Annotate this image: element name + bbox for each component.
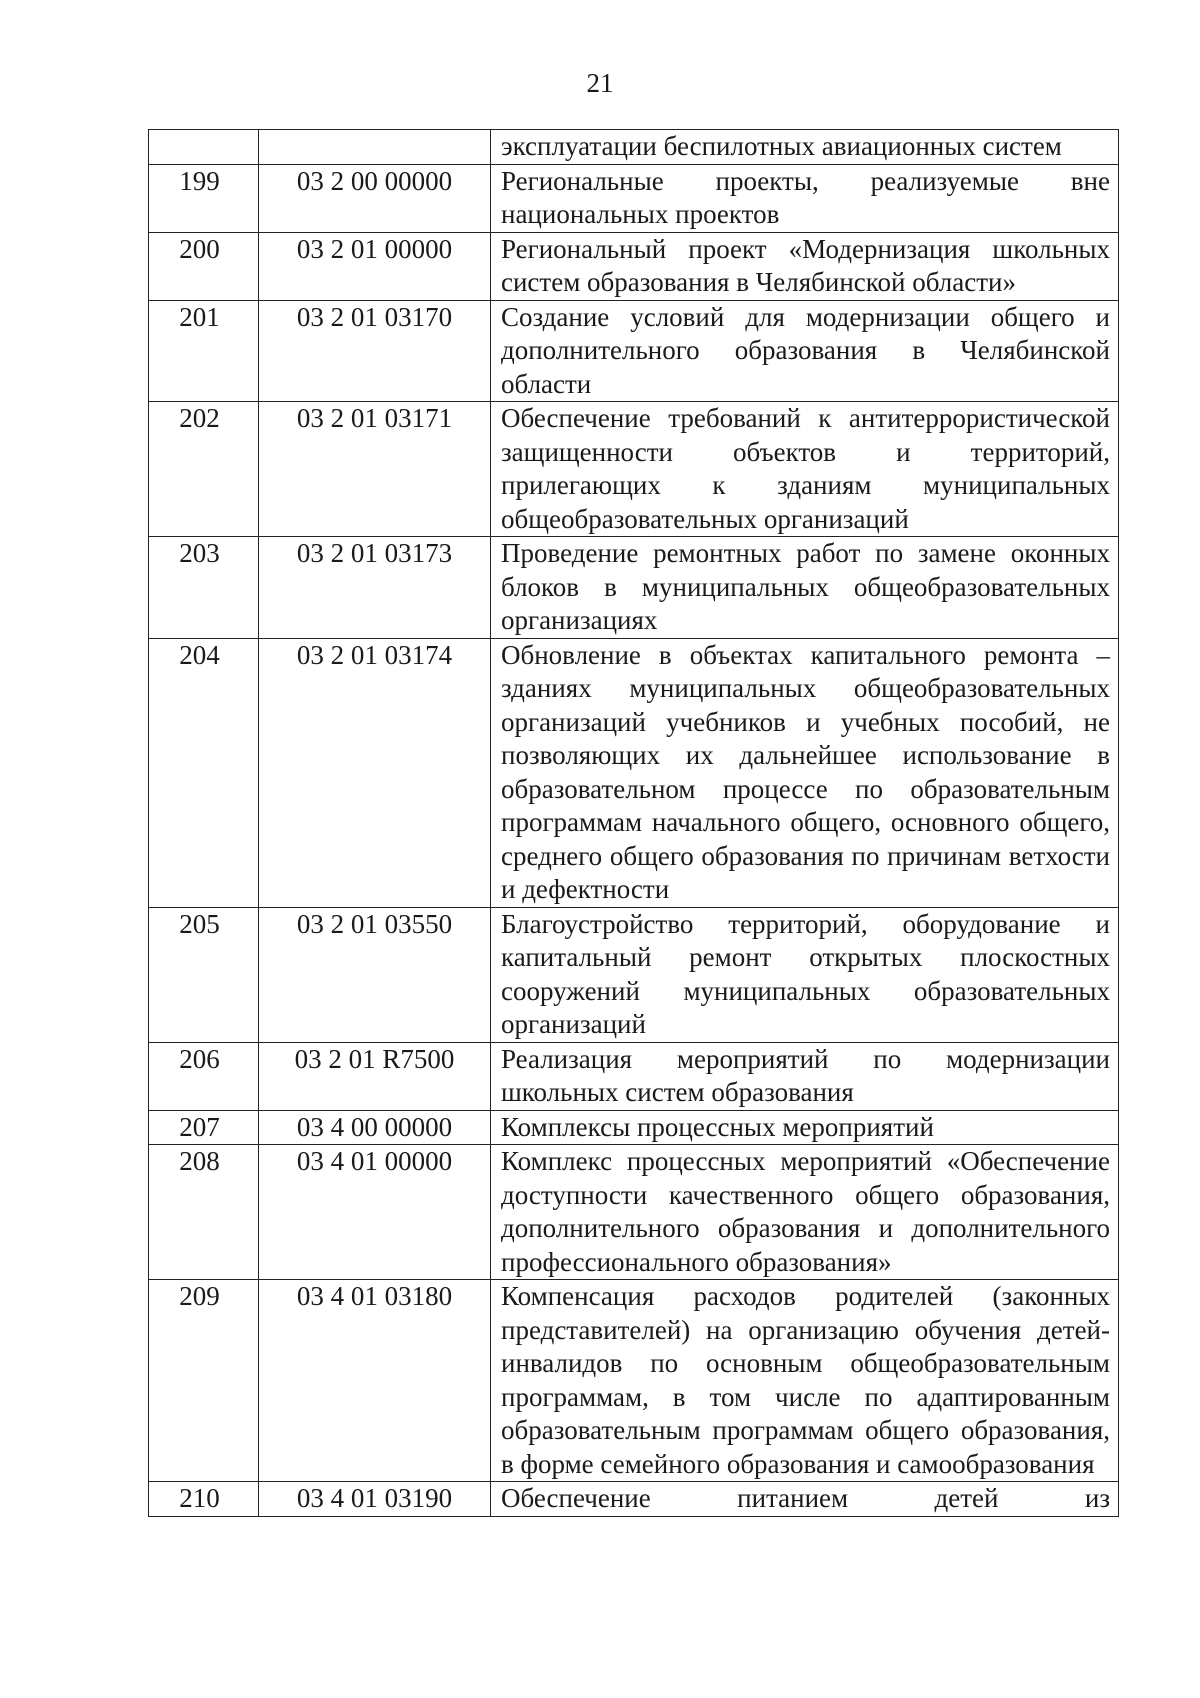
row-code: 03 2 01 R7500 <box>259 1042 491 1110</box>
row-number: 202 <box>149 402 259 537</box>
row-number: 201 <box>149 300 259 402</box>
row-name: Компенсация расходов родителей (законных представителей) на организацию обучения детей-инвалидов по основным общеобразовательным программам, в том числе по адаптированным образовательным программам общего образования, в форме семейного образования и самообразования <box>491 1280 1119 1482</box>
table-row <box>149 232 1119 300</box>
row-name: Создание условий для модернизации общего и дополнительного образования в Челябинской области <box>491 300 1119 402</box>
row-code: 03 2 01 03171 <box>259 402 491 537</box>
row-code: 03 2 01 03174 <box>259 638 491 907</box>
table-row <box>149 1042 1119 1110</box>
table-row <box>149 1145 1119 1280</box>
row-code: 03 4 01 03180 <box>259 1280 491 1482</box>
table-row <box>149 638 1119 907</box>
row-number: 200 <box>149 232 259 300</box>
row-code: 03 2 00 00000 <box>259 164 491 232</box>
row-code: 03 2 01 03550 <box>259 907 491 1042</box>
row-name: Обновление в объектах капитального ремонта – зданиях муниципальных общеобразовательных организаций учебников и учебных пособий, не позволяющих их дальнейшее использование в образовательном процессе по образовательным программам начального общего, основного общего, среднего общего образования по причинам ветхости и дефектности <box>491 638 1119 907</box>
row-number: 207 <box>149 1110 259 1145</box>
row-number: 209 <box>149 1280 259 1482</box>
registry-table <box>148 129 1119 1517</box>
row-number <box>149 130 259 165</box>
row-code: 03 2 01 03170 <box>259 300 491 402</box>
row-name: Обеспечение требований к антитеррористической защищенности объектов и территорий, прилегающих к зданиям муниципальных общеобразовательных организаций <box>491 402 1119 537</box>
table-row <box>149 164 1119 232</box>
row-name: Региональный проект «Модернизация школьных систем образования в Челябинской области» <box>491 232 1119 300</box>
table-row <box>149 1110 1119 1145</box>
row-name: Проведение ремонтных работ по замене оконных блоков в муниципальных общеобразовательных организациях <box>491 537 1119 639</box>
row-name: Обеспечение питанием детей из <box>491 1482 1119 1517</box>
page-number: 21 <box>586 68 614 98</box>
row-code: 03 2 01 03173 <box>259 537 491 639</box>
row-name: Региональные проекты, реализуемые вне национальных проектов <box>491 164 1119 232</box>
table-row <box>149 1280 1119 1482</box>
row-number: 199 <box>149 164 259 232</box>
row-name: Комплекс процессных мероприятий «Обеспечение доступности качественного общего образования, дополнительного образования и дополнительного профессионального образования» <box>491 1145 1119 1280</box>
row-name: Благоустройство территорий, оборудование и капитальный ремонт открытых плоскостных сооружений муниципальных образовательных организаций <box>491 907 1119 1042</box>
row-code <box>259 130 491 165</box>
table-row <box>149 402 1119 537</box>
row-number: 208 <box>149 1145 259 1280</box>
table-row <box>149 1482 1119 1517</box>
row-number: 210 <box>149 1482 259 1517</box>
row-name: Реализация мероприятий по модернизации школьных систем образования <box>491 1042 1119 1110</box>
row-code: 03 2 01 00000 <box>259 232 491 300</box>
row-number: 204 <box>149 638 259 907</box>
row-code: 03 4 01 03190 <box>259 1482 491 1517</box>
row-code: 03 4 00 00000 <box>259 1110 491 1145</box>
row-number: 205 <box>149 907 259 1042</box>
row-name: эксплуатации беспилотных авиационных систем <box>491 130 1119 165</box>
row-number: 203 <box>149 537 259 639</box>
row-number: 206 <box>149 1042 259 1110</box>
table-row <box>149 300 1119 402</box>
row-name: Комплексы процессных мероприятий <box>491 1110 1119 1145</box>
table-row <box>149 907 1119 1042</box>
table-row <box>149 537 1119 639</box>
row-code: 03 4 01 00000 <box>259 1145 491 1280</box>
table-row <box>149 130 1119 165</box>
